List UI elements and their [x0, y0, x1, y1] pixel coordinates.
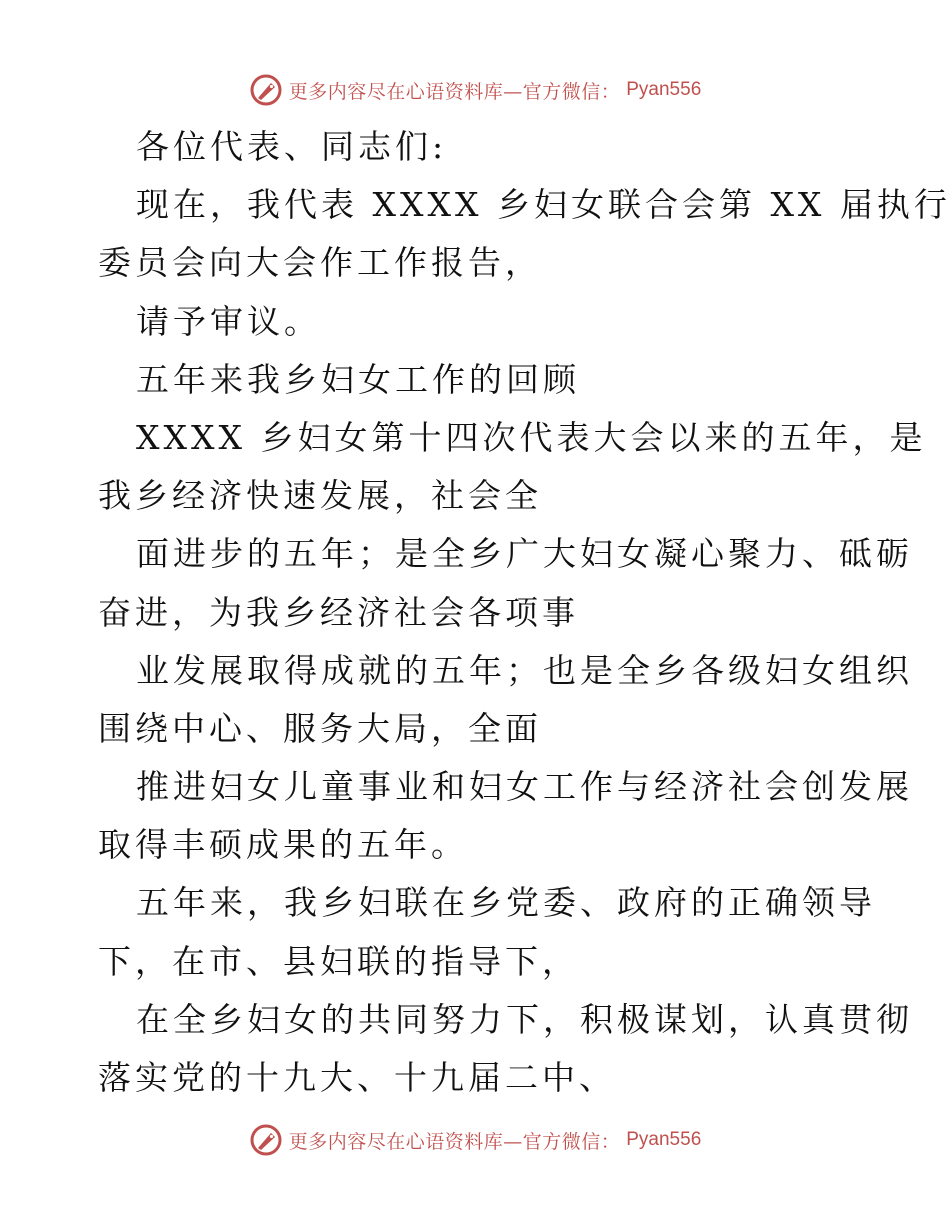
header-watermark: [0, 70, 950, 110]
watermark-text: 更多内容尽在心语资料库—官方微信：: [288, 1130, 621, 1153]
footer-watermark: [0, 1120, 950, 1160]
section-heading: 五年来我乡妇女工作的回顾: [136, 359, 580, 399]
paragraph-line: 请予审议。: [136, 301, 321, 341]
paragraph-line: 奋进，为我乡经济社会各项事: [98, 592, 579, 632]
paragraph-line: 落实党的十九大、十九届二中、: [98, 1058, 616, 1097]
paragraph-line: XXXX 乡妇女第十四次代表大会以来的五年，是: [136, 417, 927, 457]
paragraph-line: 取得丰硕成果的五年。: [98, 825, 468, 865]
pen-nib-logo-icon: [249, 1123, 283, 1157]
paragraph-line: 推进妇女儿童事业和妇女工作与经济社会创发展: [136, 767, 913, 807]
document-body: [98, 118, 951, 1107]
paragraph-line: 五年来，我乡妇联在乡党委、政府的正确领导: [136, 883, 876, 923]
paragraph-line: 在全乡妇女的共同努力下，积极谋划，认真贯彻: [136, 999, 913, 1039]
paragraph-line: 面进步的五年；是全乡广大妇女凝心聚力、砥砺: [136, 534, 913, 574]
salutation: 各位代表、同志们:: [136, 127, 448, 166]
paragraph-line: 业发展取得成就的五年；也是全乡各级妇女组织: [136, 650, 913, 690]
paragraph-line: 下，在市、县妇联的指导下，: [98, 941, 579, 981]
watermark-handle: Pyan556: [626, 79, 702, 100]
pen-nib-logo-icon: [249, 73, 283, 107]
paragraph-line: 我乡经济快速发展，社会全: [98, 476, 542, 516]
watermark-text: 更多内容尽在心语资料库—官方微信：: [288, 80, 621, 103]
paragraph-line: 围绕中心、服务大局，全面: [98, 708, 542, 748]
watermark-handle: Pyan556: [626, 1129, 702, 1150]
paragraph-line: 委员会向大会作工作报告，: [98, 243, 542, 283]
paragraph-line: 现在，我代表 XXXX 乡妇女联合会第 XX 届执行: [136, 185, 951, 225]
